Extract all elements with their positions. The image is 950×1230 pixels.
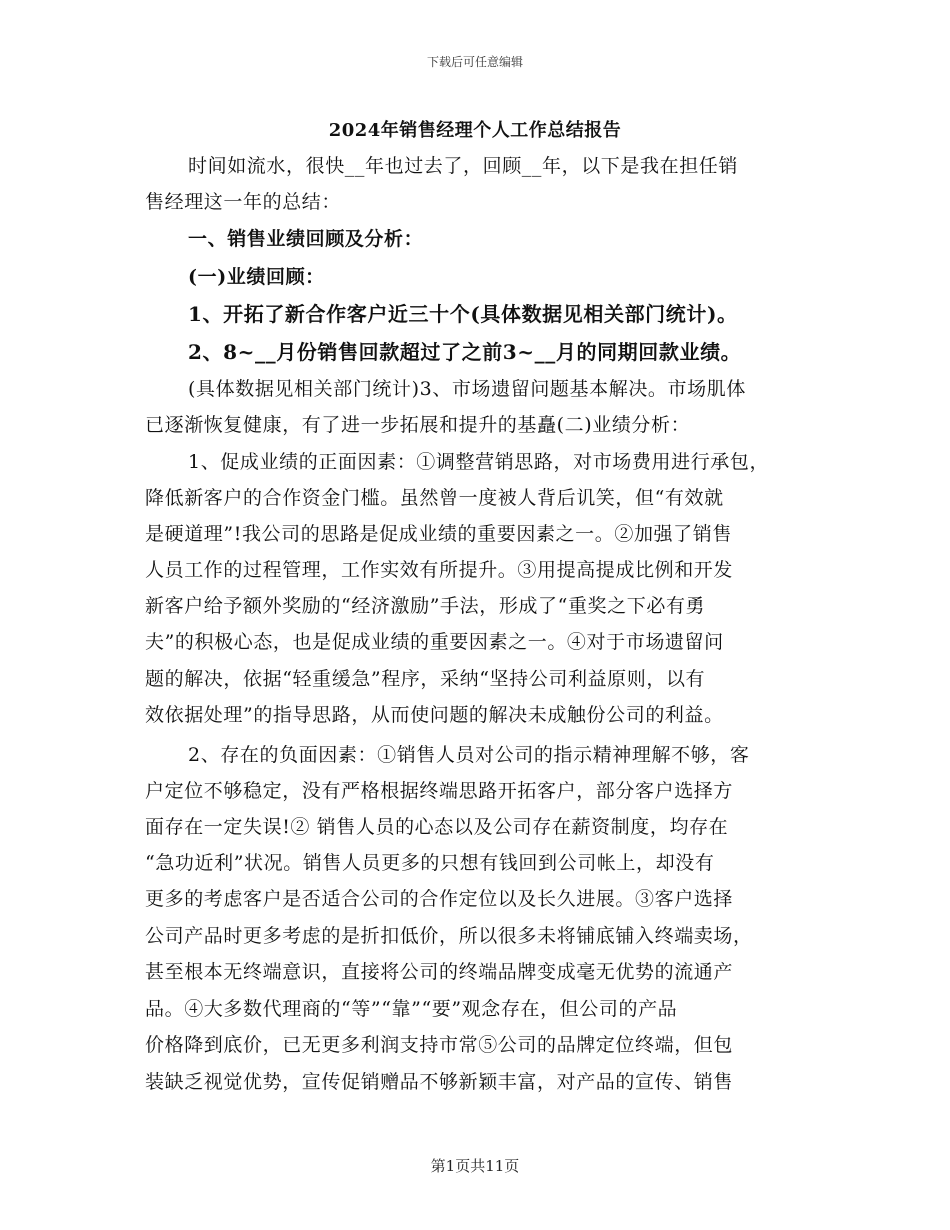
body-line: 新客户给予额外奖励的“经济激励”手法，形成了“重奖之下必有勇 bbox=[145, 595, 706, 617]
body-line: 是硬道理”!我公司的思路是促成业绩的重要因素之一。②加强了销售 bbox=[145, 523, 732, 545]
bold-list-item: 1、开拓了新合作客户近三十个(具体数据见相关部门统计)。 bbox=[188, 302, 738, 326]
page-footer: 第1页共11页 bbox=[430, 1157, 520, 1175]
body-line: 甚至根本无终端意识，直接将公司的终端品牌变成毫无优势的流通产 bbox=[145, 961, 734, 983]
body-line: 价格降到底价，已无更多利润支持市常⑤公司的品牌定位终端，但包 bbox=[145, 1034, 734, 1056]
bold-list-item: 2、8~__月份销售回款超过了之前3~__月的同期回款业绩。 bbox=[188, 340, 742, 364]
body-line: 人员工作的过程管理，工作实效有所提升。③用提高提成比例和开发 bbox=[145, 559, 734, 581]
subsection-heading: (一)业绩回顾： bbox=[188, 266, 325, 288]
body-line: 面存在一定失误!② 销售人员的心态以及公司存在薪资制度，均存在 bbox=[145, 816, 729, 838]
body-line: 题的解决，依据“轻重缓急”程序，采纳“坚持公司利益原则，以有 bbox=[145, 668, 706, 690]
body-line: “急功近利”状况。销售人员更多的只想有钱回到公司帐上，却没有 bbox=[145, 852, 715, 874]
body-line: (具体数据见相关部门统计)3、市场遗留问题基本解决。市场肌体 bbox=[188, 378, 746, 400]
document-title: 2024年销售经理个人工作总结报告 bbox=[328, 120, 622, 141]
body-line: 装缺乏视觉优势，宣传促销赠品不够新颖丰富，对产品的宣传、销售 bbox=[145, 1071, 734, 1093]
body-line: 1、促成业绩的正面因素：①调整营销思路，对市场费用进行承包， bbox=[188, 451, 770, 473]
body-line: 夫”的积极心态，也是促成业绩的重要因素之一。④对于市场遗留问 bbox=[145, 631, 724, 653]
body-line: 降低新客户的合作资金门槛。虽然曾一度被人背后讥笑，但“有效就 bbox=[145, 487, 724, 509]
body-line: 户定位不够稳定，没有严格根据终端思路开拓客户，部分客户选择方 bbox=[145, 780, 734, 802]
body-line: 公司产品时更多考虑的是折扣低价，所以很多未将铺底铺入终端卖场， bbox=[145, 925, 753, 947]
body-line: 已逐渐恢复健康，有了进一步拓展和提升的基矗(二)业绩分析： bbox=[145, 414, 691, 436]
section-heading: 一、销售业绩回顾及分析： bbox=[188, 228, 424, 250]
page-header: 下载后可任意编辑 bbox=[426, 55, 523, 69]
body-line: 售经理这一年的总结： bbox=[145, 191, 342, 213]
body-line: 时间如流水，很快__年也过去了，回顾__年，以下是我在担任销 bbox=[188, 155, 739, 177]
body-line: 2、存在的负面因素：①销售人员对公司的指示精神理解不够，客 bbox=[188, 744, 750, 766]
body-line: 品。④大多数代理商的“等”“靠”“要”观念存在，但公司的产品 bbox=[145, 998, 678, 1020]
body-line: 效依据处理”的指导思路，从而使问题的解决未成触份公司的利益。 bbox=[145, 704, 724, 726]
body-line: 更多的考虑客户是否适合公司的合作定位以及长久进展。③客户选择 bbox=[145, 888, 734, 910]
